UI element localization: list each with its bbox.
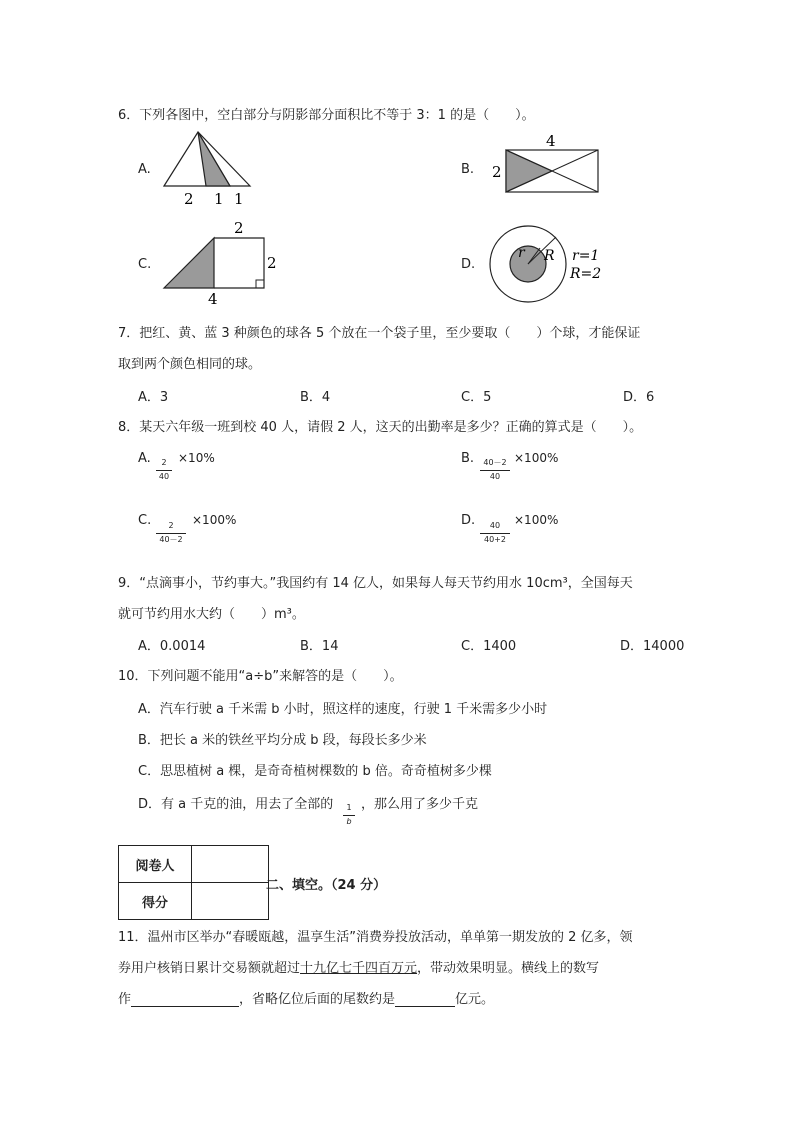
q9-line2: 就可节约用水大约（ ）m³。 xyxy=(118,607,305,622)
q7-line1: 7．把红、黄、蓝 3 种颜色的球各 5 个放在一个袋子里，至少要取（ ）个球，才能保证 xyxy=(118,326,641,341)
q7-option-c[interactable]: C．5 xyxy=(461,390,492,405)
q8-option-d-fraction xyxy=(480,521,510,545)
section-heading: 二、填空。（24 分） xyxy=(266,878,387,893)
q7-option-d[interactable]: D．6 xyxy=(623,390,655,405)
fig-a-label-3: 1 xyxy=(234,190,244,208)
q6-figure-d-annulus xyxy=(484,224,610,304)
fig-c-label-right: 2 xyxy=(267,254,277,272)
reviewer-label: 阅卷人 xyxy=(119,846,192,883)
q11-blank-1[interactable] xyxy=(131,992,239,1007)
fig-d-label-r: r xyxy=(518,245,525,261)
numerator: 40－2 xyxy=(483,458,507,467)
q8-option-a-tail: ×10% xyxy=(178,451,215,465)
q9-option-b[interactable]: B．14 xyxy=(300,639,339,654)
q8-option-a-fraction xyxy=(156,458,172,482)
fig-a-label-2: 1 xyxy=(214,190,224,208)
q6-figure-c-trapezoid xyxy=(160,218,284,306)
fig-c-label-top: 2 xyxy=(234,219,244,237)
shaded-triangle xyxy=(164,238,214,288)
q6-stem: 6．下列各图中，空白部分与阴影部分面积比不等于 3：1 的是（ ）。 xyxy=(118,108,535,123)
q11-blank-2[interactable] xyxy=(395,992,455,1007)
denominator: 40－2 xyxy=(159,535,183,544)
q8-stem: 8．某天六年级一班到校 40 人，请假 2 人，这天的出勤率是多少？正确的算式是（ ）。 xyxy=(118,420,643,435)
q9-option-d[interactable]: D．14000 xyxy=(620,639,685,654)
q11-underlined-amount: 十九亿七千四百万元 xyxy=(300,961,418,976)
q10-option-d-text[interactable]: D．有 a 千克的油，用去了全部的 xyxy=(138,797,334,812)
q7-option-b[interactable]: B．4 xyxy=(300,390,331,405)
score-label: 得分 xyxy=(119,883,192,920)
fig-a-label-1: 2 xyxy=(184,190,194,208)
numerator: 2 xyxy=(161,458,167,467)
q10-option-d-fraction xyxy=(343,803,355,827)
q8-option-b-fraction xyxy=(480,458,510,482)
fig-b-label-left: 2 xyxy=(492,163,502,181)
q6-figure-b-rectangle xyxy=(486,130,604,196)
fig-d-eq-r: r=1 xyxy=(572,248,600,264)
numerator: 2 xyxy=(168,521,174,530)
q8-option-d-label[interactable]: D. xyxy=(461,513,476,528)
reviewer-field[interactable] xyxy=(192,846,269,883)
fig-d-label-R: R xyxy=(544,248,555,264)
q8-option-d-tail: ×100% xyxy=(514,513,559,527)
denominator: 40 xyxy=(489,472,501,481)
q11-line3-c: 亿元。 xyxy=(455,992,495,1007)
numerator: 1 xyxy=(346,803,352,812)
grader-table xyxy=(118,845,269,920)
q8-option-a-label[interactable]: A. xyxy=(138,451,151,466)
fig-b-label-top: 4 xyxy=(546,132,556,150)
q8-option-b-tail: ×100% xyxy=(514,451,559,465)
score-field[interactable] xyxy=(192,883,269,920)
q6-option-b-label[interactable]: B. xyxy=(461,162,475,177)
q6-option-c-label[interactable]: C. xyxy=(138,257,152,272)
q10-option-d-tail: ，那么用了多少千克 xyxy=(361,797,479,812)
q8-option-c-tail: ×100% xyxy=(192,513,237,527)
denominator: 40+2 xyxy=(484,535,506,544)
q11-line2-pre: 券用户核销日累计交易额就超过 xyxy=(118,961,301,976)
q11-line2-post: ，带动效果明显。横线上的数写 xyxy=(417,961,600,976)
q9-line1: 9．“点滴事小，节约事大。”我国约有 14 亿人，如果每人每天节约用水 10cm³，全国每天 xyxy=(118,576,633,591)
q10-option-a[interactable]: A．汽车行驶 a 千米需 b 小时，照这样的速度，行驶 1 千米需多少小时 xyxy=(138,702,548,717)
q10-option-b[interactable]: B．把长 a 米的铁丝平均分成 b 段，每段长多少米 xyxy=(138,733,427,748)
numerator: 40 xyxy=(489,521,501,530)
q11-line3-b: ，省略亿位后面的尾数约是 xyxy=(239,992,396,1007)
fig-c-label-bottom: 4 xyxy=(208,290,218,308)
q8-option-c-fraction xyxy=(156,521,186,545)
q10-option-c[interactable]: C．思思植树 a 棵，是奇奇植树棵数的 b 倍。奇奇植树多少棵 xyxy=(138,764,492,779)
q8-option-b-label[interactable]: B. xyxy=(461,451,475,466)
q11-line1: 11．温州市区举办“春暖瓯越，温享生活”消费券投放活动，单单第一期发放的 2 亿多，领 xyxy=(118,930,633,945)
q9-option-c[interactable]: C．1400 xyxy=(461,639,517,654)
q7-option-a[interactable]: A．3 xyxy=(138,390,169,405)
q8-option-c-label[interactable]: C. xyxy=(138,513,152,528)
q7-line2: 取到两个颜色相同的球。 xyxy=(118,357,262,372)
q6-figure-a-triangle xyxy=(160,128,260,206)
denominator: b xyxy=(346,817,352,826)
q6-option-d-label[interactable]: D. xyxy=(461,257,476,272)
q9-option-a[interactable]: A．0.0014 xyxy=(138,639,206,654)
q6-option-a-label[interactable]: A. xyxy=(138,162,151,177)
q11-line2 xyxy=(118,957,599,976)
q11-line3 xyxy=(118,988,494,1007)
denominator: 40 xyxy=(158,472,170,481)
fig-d-eq-R: R=2 xyxy=(570,266,602,282)
q10-stem: 10．下列问题不能用“a÷b”来解答的是（ ）。 xyxy=(118,669,403,684)
q11-line3-a: 作 xyxy=(118,992,132,1007)
